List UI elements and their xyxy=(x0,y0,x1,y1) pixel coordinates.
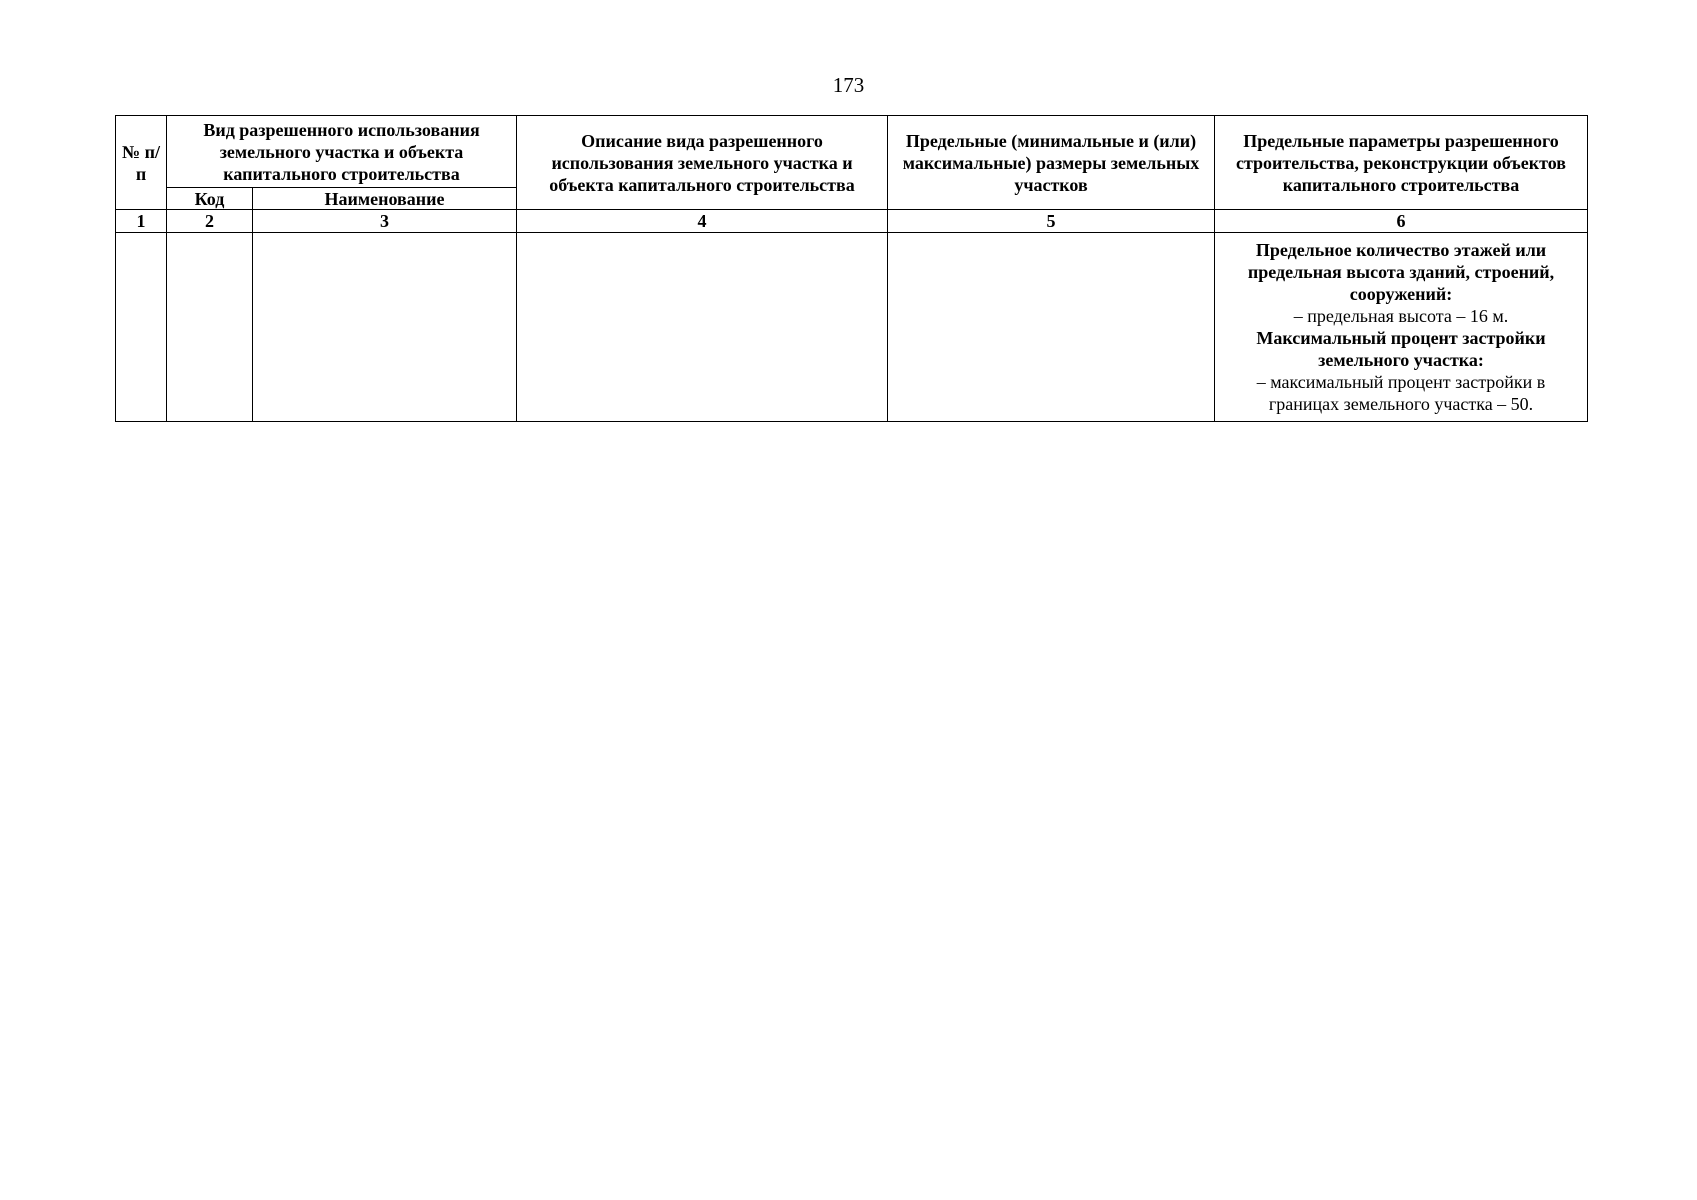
floors-value: – предельная высота – 16 м. xyxy=(1293,306,1509,326)
table-row xyxy=(116,233,1588,422)
header-plot-sizes: Предельные (минимальные и (или) максимальные) размеры земельных участков xyxy=(888,116,1215,210)
cell-construction-params xyxy=(1215,233,1588,422)
header-name: Наименование xyxy=(253,188,517,210)
column-index-cell: 1 xyxy=(116,210,167,233)
page-number: 173 xyxy=(832,73,865,97)
floors-heading: Предельное количество этажей или предельная высота зданий, строений, сооружений: xyxy=(1247,240,1555,304)
header-num: № п/п xyxy=(116,116,167,210)
coverage-value: – максимальный процент застройки в границах земельного участка – 50. xyxy=(1256,372,1546,414)
cell-plot-sizes xyxy=(888,233,1215,422)
column-index-cell: 5 xyxy=(888,210,1215,233)
land-use-table xyxy=(115,115,1588,422)
header-use-type: Вид разрешенного использования земельного участка и объекта капитального строительства xyxy=(167,116,517,188)
column-index-cell: 3 xyxy=(253,210,517,233)
cell-name xyxy=(253,233,517,422)
header-code: Код xyxy=(167,188,253,210)
cell-num xyxy=(116,233,167,422)
header-construction-params: Предельные параметры разрешенного строительства, реконструкции объектов капитального строительства xyxy=(1215,116,1588,210)
column-index-row xyxy=(116,210,1588,233)
header-description: Описание вида разрешенного использования земельного участка и объекта капитального строительства xyxy=(517,116,888,210)
cell-code xyxy=(167,233,253,422)
column-index-cell: 4 xyxy=(517,210,888,233)
coverage-heading: Максимальный процент застройки земельного участка: xyxy=(1256,328,1546,370)
column-index-cell: 2 xyxy=(167,210,253,233)
column-index-cell: 6 xyxy=(1215,210,1588,233)
cell-description xyxy=(517,233,888,422)
